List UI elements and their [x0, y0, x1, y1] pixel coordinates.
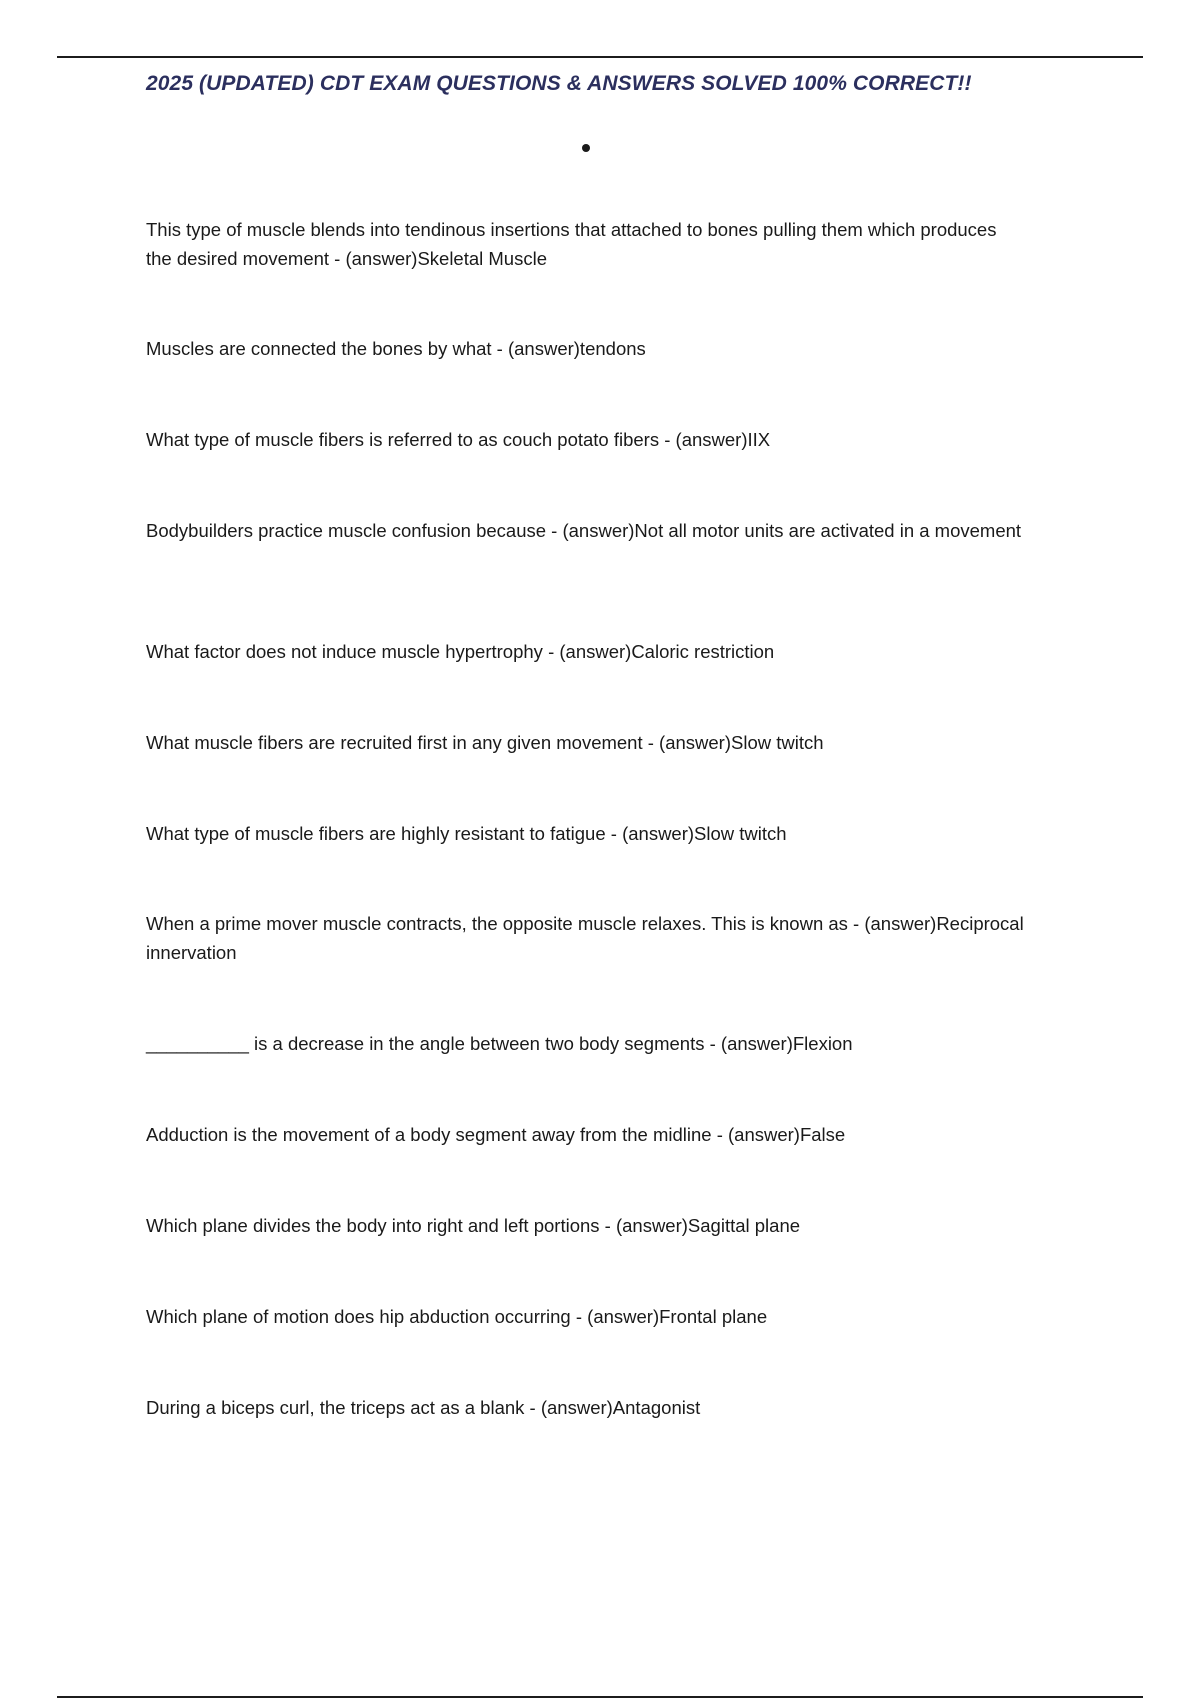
qa-item-10: Adduction is the movement of a body segment away from the midline - (answer)False — [146, 1124, 846, 1145]
qa-item-2: Muscles are connected the bones by what - (answer)tendons — [146, 338, 646, 359]
qa-item-1: This type of muscle blends into tendinous insertions that attached to bones pulling them which produces the desired movement - (answer)Skeletal Muscle — [146, 219, 997, 269]
qa-item-4: Bodybuilders practice muscle confusion because - (answer)Not all motor units are activated in a movement — [146, 520, 1022, 541]
qa-item-7: What type of muscle fibers are highly resistant to fatigue - (answer)Slow twitch — [146, 823, 787, 844]
qa-item-9: __________ is a decrease in the angle between two body segments - (answer)Flexion — [146, 1033, 853, 1054]
qa-item-12: Which plane of motion does hip abduction occurring - (answer)Frontal plane — [146, 1306, 768, 1327]
header-rule — [57, 56, 1143, 58]
qa-item-5: What factor does not induce muscle hypertrophy - (answer)Caloric restriction — [146, 641, 775, 662]
qa-item-13: During a biceps curl, the triceps act as a blank - (answer)Antagonist — [146, 1397, 701, 1418]
qa-item-8: When a prime mover muscle contracts, the opposite muscle relaxes. This is known as - (answer)Reciprocal innervation — [146, 913, 1024, 963]
page-title: 2025 (UPDATED) CDT EXAM QUESTIONS & ANSWERS SOLVED 100% CORRECT!! — [146, 72, 972, 95]
qa-item-11: Which plane divides the body into right and left portions - (answer)Sagittal plane — [146, 1215, 801, 1236]
bullet-icon — [582, 144, 590, 152]
qa-item-6: What muscle fibers are recruited first in any given movement - (answer)Slow twitch — [146, 732, 824, 753]
footer-rule — [57, 1696, 1143, 1698]
qa-item-3: What type of muscle fibers is referred to as couch potato fibers - (answer)IIX — [146, 429, 771, 450]
